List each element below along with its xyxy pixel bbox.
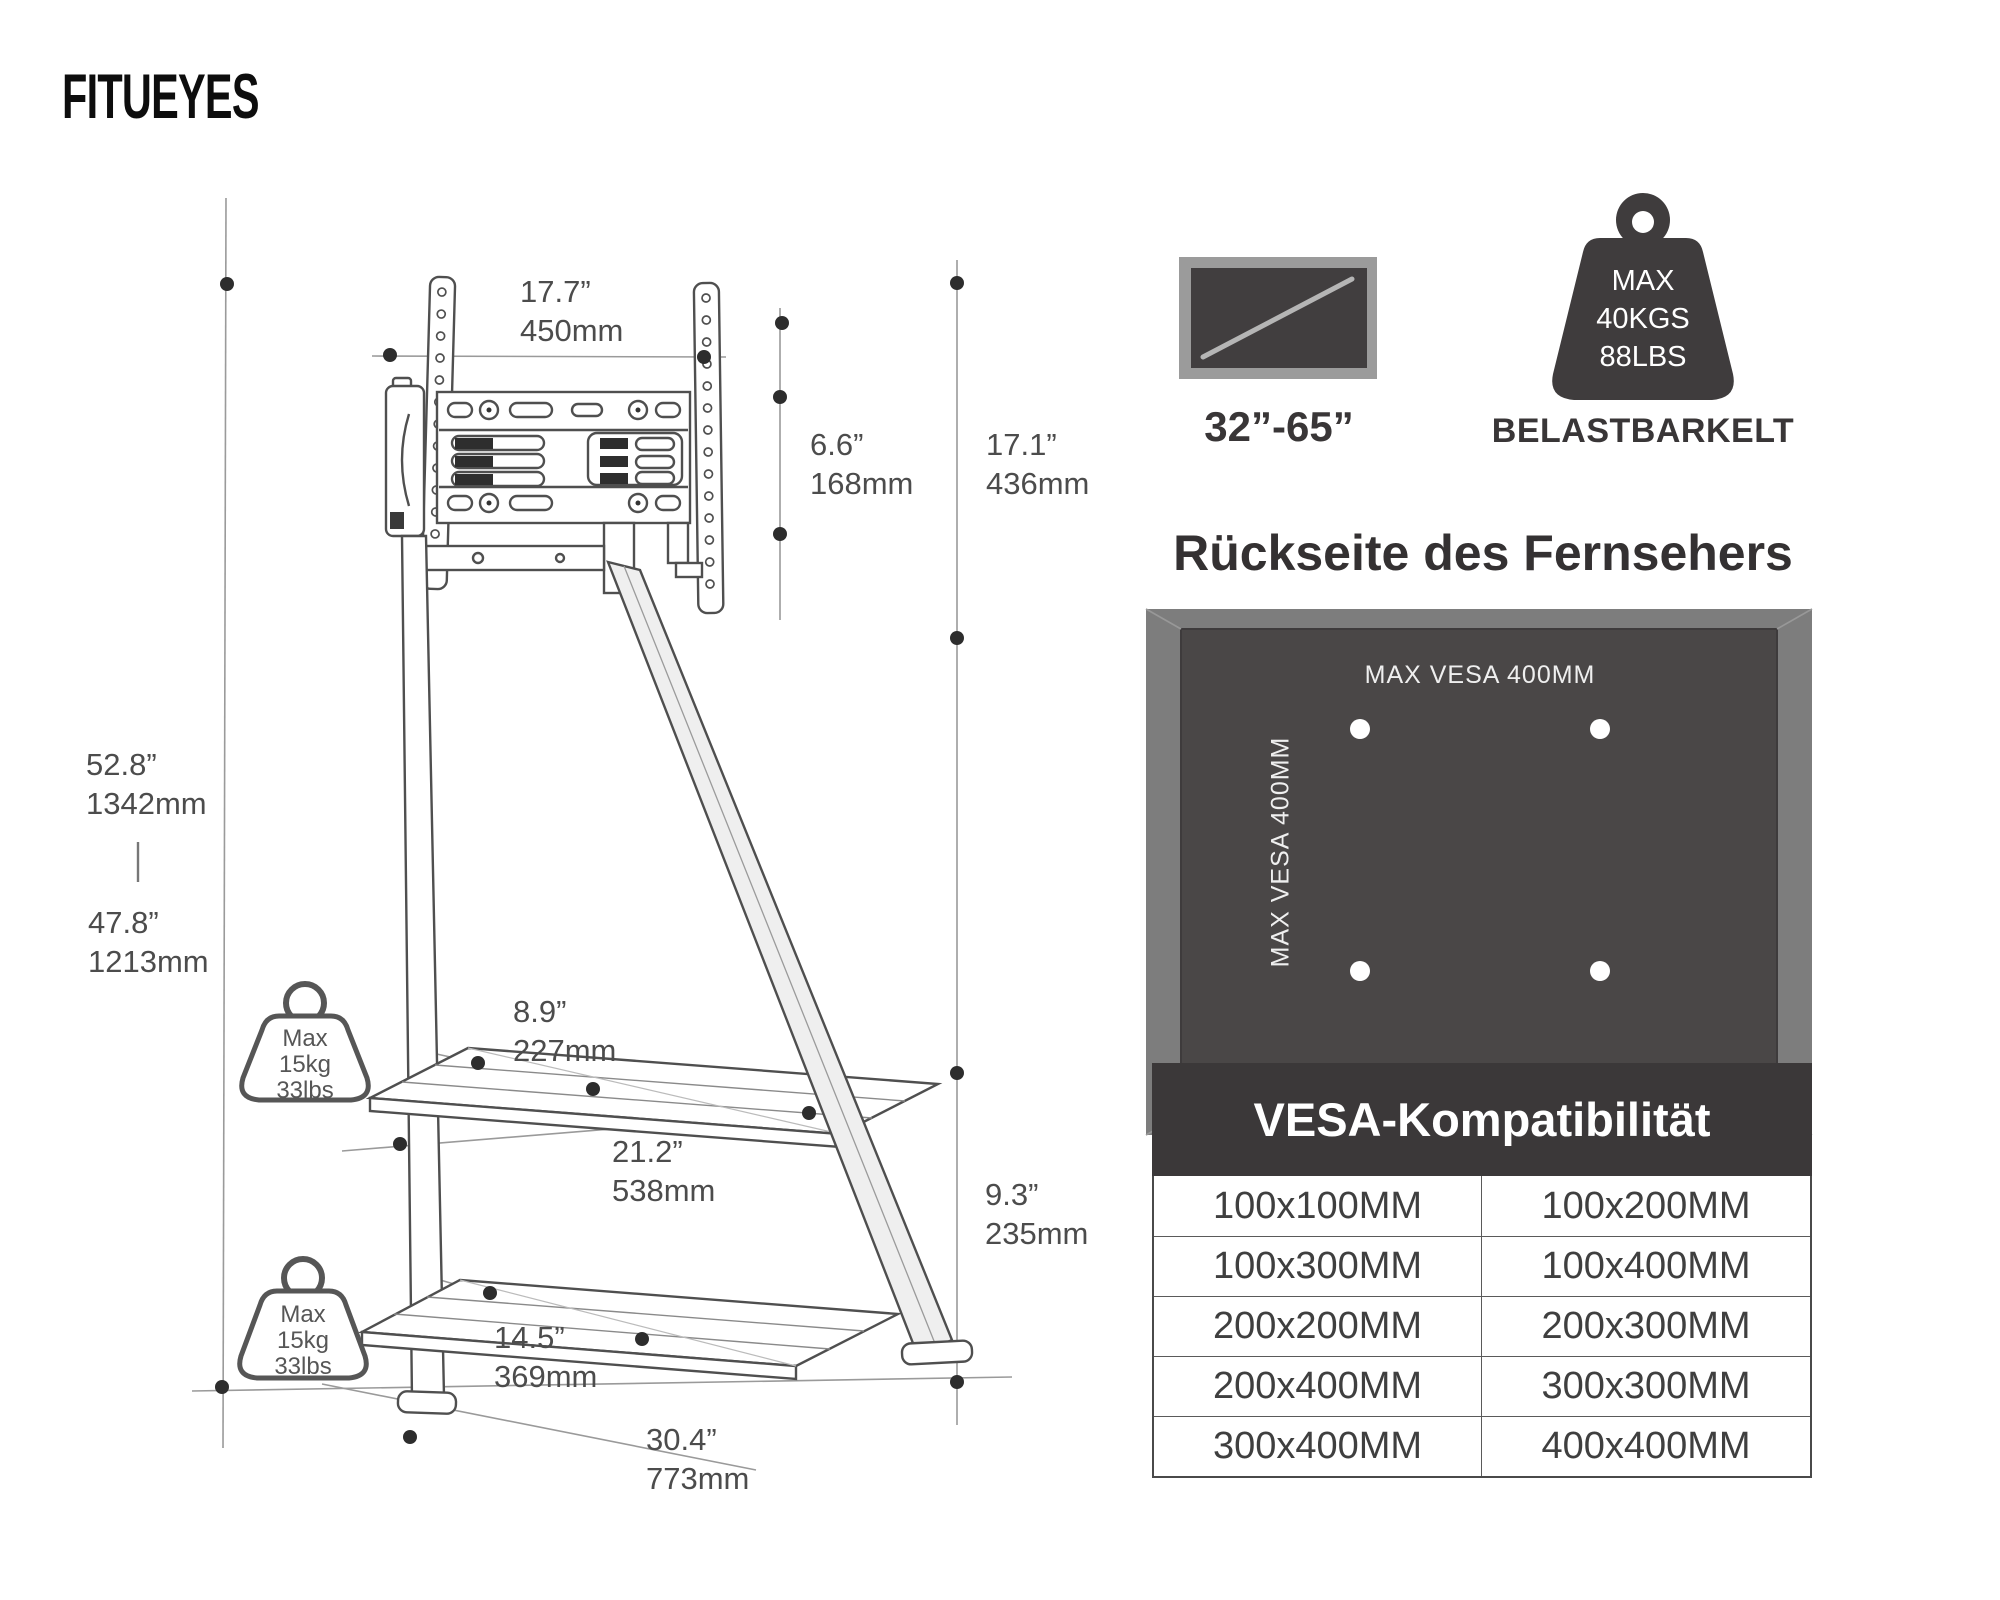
vesa-cell: 100x400MM: [1482, 1236, 1810, 1296]
dim-shelf-depth: 8.9” 227mm: [513, 994, 617, 1068]
brand-logo: [62, 60, 259, 133]
dim-bracket-height: 6.6” 168mm: [810, 427, 914, 501]
max-load-caption: BELASTBARKELT: [1491, 412, 1795, 450]
dim-mount-height: 17.1” 436mm: [986, 427, 1090, 501]
max-load-text: MAX 40KGS 88LBS: [1596, 265, 1690, 373]
vesa-cell: 100x300MM: [1154, 1236, 1482, 1296]
screen-size-icon: [1179, 257, 1377, 379]
rear-panel-title: Rückseite des Fernsehers: [1173, 525, 1793, 581]
vesa-cell: 200x300MM: [1482, 1296, 1810, 1356]
dimension-lines: [138, 198, 1012, 1470]
brand-part2: EYES: [151, 61, 259, 132]
vesa-compatibility-table: [1152, 1063, 1812, 1478]
vesa-cell: 200x200MM: [1154, 1296, 1482, 1356]
vesa-table-title: VESA-Kompatibilität: [1152, 1063, 1812, 1176]
vesa-cell: 100x100MM: [1154, 1176, 1482, 1236]
shelf-weight-label-top: Max 15kg 33lbs: [276, 1025, 334, 1104]
dim-height-max: 52.8” 1342mm: [86, 747, 207, 821]
dim-shelf-width: 21.2” 538mm: [612, 1134, 716, 1208]
crossbar: [424, 546, 604, 570]
vesa-cell: 300x300MM: [1482, 1356, 1810, 1416]
rear-strut: [608, 562, 973, 1365]
dim-height-min: 47.8” 1213mm: [88, 905, 209, 979]
vesa-max-vertical-label: MAX VESA 400MM: [1266, 736, 1295, 968]
front-leg: [402, 536, 444, 1400]
dim-bracket-width: 17.7” 450mm: [520, 274, 624, 348]
vesa-cell: 100x200MM: [1541, 1184, 1751, 1227]
vesa-cell: 200x400MM: [1154, 1356, 1482, 1416]
dim-base-height: 9.3” 235mm: [985, 1177, 1089, 1251]
side-plate: [386, 378, 424, 536]
rear-foot: [902, 1340, 973, 1365]
vesa-max-horizontal-label: MAX VESA 400MM: [1364, 661, 1596, 689]
vesa-cell: 400x400MM: [1482, 1416, 1810, 1476]
screen-size-range: 32”-65”: [1204, 403, 1354, 450]
front-foot: [398, 1391, 457, 1414]
shelf-weight-label-bottom: Max 15kg 33lbs: [274, 1301, 332, 1380]
brand-part1: FITU: [62, 61, 152, 132]
vesa-cell: 300x400MM: [1154, 1416, 1482, 1476]
dim-base-width: 30.4” 773mm: [646, 1422, 750, 1496]
dim-base-shelf-depth: 14.5” 369mm: [494, 1320, 598, 1394]
